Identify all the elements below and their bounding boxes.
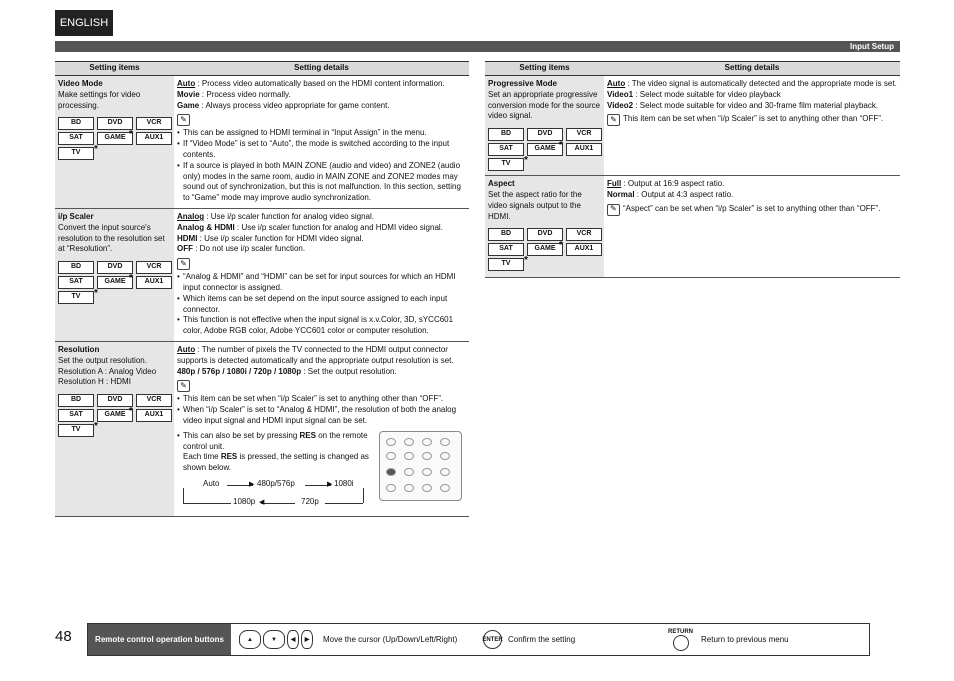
right-settings-table	[485, 61, 900, 278]
row-progressive-mode	[485, 76, 900, 176]
option-key: 480p / 576p / 1080i / 720p / 1080p	[177, 366, 302, 376]
resolution-flow-diagram: Auto ▶ 480p/576p ▶ 1080i 1080p ◀ 720p	[177, 478, 374, 512]
flow-step: 480p/576p	[257, 478, 295, 488]
note-item: • This can be assigned to HDMI terminal in “Input Assign” in the menu.	[177, 128, 466, 139]
col-header-items: Setting items	[55, 62, 174, 76]
source-sat: SAT	[58, 132, 94, 145]
remote-control-illustration	[379, 431, 462, 501]
asterisk-mark: *	[94, 421, 98, 433]
note-item: • This item can be set when “i/p Scaler” is set to anything other than “OFF”.	[177, 394, 466, 405]
flow-step: 1080p	[233, 496, 256, 506]
source-sat: SAT	[488, 243, 524, 256]
return-button	[668, 629, 693, 651]
source-tv: TV	[488, 158, 524, 171]
option-text: : Select mode suitable for video and 30-frame film material playback.	[633, 100, 879, 110]
source-vcr: VCR	[566, 228, 602, 241]
return-key-label: RETURN	[668, 628, 693, 635]
row-aspect	[485, 176, 900, 278]
source-tv: TV	[58, 424, 94, 437]
item-title: Video Mode	[58, 79, 103, 88]
flow-step: 720p	[301, 496, 319, 506]
option-text: : Use i/p scaler function for analog video signal.	[204, 211, 374, 221]
note-item: “Aspect” can be set when “i/p Scaler” is set to anything other than “OFF”.	[623, 203, 881, 213]
asterisk-mark: *	[129, 273, 133, 285]
note-item: • Which items can be set depend on the input source assigned to each input connector.	[177, 294, 466, 316]
asterisk-mark: *	[94, 288, 98, 300]
res-key: RES	[220, 452, 238, 462]
source-sat: SAT	[488, 143, 524, 156]
note-item: • If a source is played in both MAIN ZONE (audio and video) and ZONE2 (audio only) modes in the same room, audio in MAIN ZONE and ZONE2 modes may sound out of synchronization, but this is not malfunction. In this section, setting to “Game” mode may improve audio synchronization.	[177, 161, 466, 204]
confirm-text: Confirm the setting	[508, 635, 576, 644]
note-item: • This can also be set by pressing RES on the remote control unit. Each time RES is pressed, the setting is changed as shown below.	[177, 431, 374, 474]
return-text: Return to previous menu	[701, 635, 789, 644]
option-key: Normal	[607, 189, 635, 199]
source-game: GAME	[97, 409, 133, 422]
option-text: : Select mode suitable for video playback	[633, 89, 781, 99]
option-text: : Use i/p scaler function for analog and HDMI video signal.	[234, 222, 443, 232]
source-dvd: DVD	[527, 228, 563, 241]
item-title: Resolution	[58, 344, 100, 354]
option-key: Analog	[177, 211, 205, 221]
source-vcr: VCR	[136, 117, 172, 130]
right-arrow-icon: ▶	[301, 630, 313, 649]
item-desc: Resolution A : Analog Video	[58, 366, 157, 376]
option-text: : Output at 16:9 aspect ratio.	[621, 179, 725, 189]
source-grid	[488, 228, 603, 271]
option-key: Video1	[607, 89, 634, 99]
note-item: • If “Video Mode” is set to “Auto”, the mode is switched according to the input contents.	[177, 139, 466, 161]
legend-label: Remote control operation buttons	[88, 624, 231, 655]
language-tab: ENGLISH	[55, 10, 113, 36]
option-key: Auto	[607, 79, 626, 88]
asterisk-mark: *	[129, 129, 133, 141]
option-key: Game	[177, 100, 200, 110]
item-desc: Convert the input source's resolution to the resolution set at “Resolution”.	[58, 222, 165, 254]
note-pencil-icon: ✎	[177, 114, 190, 126]
source-tv: TV	[488, 258, 524, 271]
item-desc: Set an appropriate progressive conversion mode for the source video signal.	[488, 89, 601, 121]
section-header-bar	[55, 41, 900, 52]
note-item: • “Analog & HDMI” and “HDMI” can be set for input sources for which an HDMI input connector is assigned.	[177, 272, 466, 294]
source-bd: BD	[488, 228, 524, 241]
item-title: Progressive Mode	[488, 79, 557, 88]
source-bd: BD	[58, 117, 94, 130]
cursor-buttons	[239, 630, 313, 649]
source-grid	[58, 261, 173, 304]
res-key: RES	[299, 430, 316, 440]
source-aux1: AUX1	[566, 143, 602, 156]
flow-step: Auto	[203, 478, 220, 488]
source-vcr: VCR	[566, 128, 602, 141]
option-key: Video2	[607, 100, 634, 110]
left-arrow-icon: ◀	[287, 630, 299, 649]
asterisk-mark: *	[559, 140, 563, 152]
up-arrow-icon: ▲	[239, 630, 261, 649]
item-desc: Make settings for video processing.	[58, 89, 141, 110]
note-pencil-icon: ✎	[607, 114, 620, 126]
option-key: Movie	[177, 89, 200, 99]
option-text: : Use i/p scaler function for HDMI video signal.	[197, 233, 364, 243]
option-text: : The video signal is automatically detected and the appropriate mode is set.	[625, 79, 897, 88]
option-key: HDMI	[177, 233, 198, 243]
source-grid	[58, 117, 173, 160]
source-vcr: VCR	[136, 261, 172, 274]
source-aux1: AUX1	[136, 409, 172, 422]
source-vcr: VCR	[136, 394, 172, 407]
left-settings-table	[55, 61, 469, 517]
section-title: Input Setup	[850, 42, 894, 51]
item-desc: Set the output resolution.	[58, 355, 147, 365]
row-ip-scaler	[55, 208, 469, 341]
row-video-mode	[55, 76, 469, 209]
source-game: GAME	[97, 132, 133, 145]
note-pencil-icon: ✎	[177, 258, 190, 270]
source-aux1: AUX1	[136, 132, 172, 145]
down-arrow-icon: ▼	[263, 630, 285, 649]
source-sat: SAT	[58, 409, 94, 422]
asterisk-mark: *	[559, 240, 563, 252]
item-desc: Set the aspect ratio for the video signals output to the HDMI.	[488, 189, 582, 221]
col-header-items: Setting items	[485, 62, 604, 76]
note-pencil-icon: ✎	[177, 380, 190, 392]
source-dvd: DVD	[97, 394, 133, 407]
source-aux1: AUX1	[136, 276, 172, 289]
remote-buttons-legend	[87, 623, 870, 656]
option-key: Auto	[177, 344, 196, 354]
note-item: • This function is not effective when the input signal is x.v.Color, 3D, sYCC601 color, Adobe RGB color, Adobe YCC601 color or computer resolution.	[177, 315, 466, 337]
flow-step: 1080i	[334, 478, 354, 488]
note-item: • When “i/p Scaler” is set to “Analog & HDMI”, the resolution of both the analog video input signal and HDMI input signal can be set.	[177, 405, 466, 427]
move-cursor-text: Move the cursor (Up/Down/Left/Right)	[323, 635, 458, 644]
source-sat: SAT	[58, 276, 94, 289]
asterisk-mark: *	[94, 144, 98, 156]
source-aux1: AUX1	[566, 243, 602, 256]
asterisk-mark: *	[129, 406, 133, 418]
source-bd: BD	[58, 261, 94, 274]
option-key: Full	[607, 179, 622, 189]
source-dvd: DVD	[97, 117, 133, 130]
source-grid	[58, 394, 173, 437]
option-text: : Do not use i/p scaler function.	[193, 244, 306, 254]
item-title: Aspect	[488, 179, 515, 189]
source-tv: TV	[58, 291, 94, 304]
col-header-details: Setting details	[604, 62, 900, 76]
note-pencil-icon: ✎	[607, 204, 620, 216]
source-bd: BD	[488, 128, 524, 141]
source-tv: TV	[58, 147, 94, 160]
page-number: 48	[55, 628, 72, 645]
option-text: : The number of pixels the TV connected to the HDMI output connector supports is detected automatically and the appropriate output resolution is set.	[177, 344, 454, 365]
item-desc: Resolution H : HDMI	[58, 377, 131, 387]
option-text: : Process video automatically based on the HDMI content information.	[195, 79, 445, 88]
option-key: Analog & HDMI	[177, 222, 235, 232]
col-header-details: Setting details	[174, 62, 469, 76]
source-game: GAME	[97, 276, 133, 289]
note-item: This item can be set when “i/p Scaler” is set to anything other than “OFF”.	[623, 114, 884, 124]
source-bd: BD	[58, 394, 94, 407]
option-text: : Set the output resolution.	[301, 366, 397, 376]
option-text: : Process video normally.	[199, 89, 291, 99]
asterisk-mark: *	[524, 255, 528, 267]
option-text: : Output at 4:3 aspect ratio.	[634, 189, 734, 199]
return-button-icon	[673, 635, 689, 651]
enter-button-icon: ENTER	[483, 630, 502, 649]
source-dvd: DVD	[527, 128, 563, 141]
source-dvd: DVD	[97, 261, 133, 274]
source-game: GAME	[527, 243, 563, 256]
source-grid	[488, 128, 603, 171]
source-game: GAME	[527, 143, 563, 156]
option-key: OFF	[177, 244, 193, 254]
item-title: i/p Scaler	[58, 211, 94, 221]
option-key: Auto	[177, 79, 196, 88]
row-resolution	[55, 341, 469, 516]
option-text: : Always process video appropriate for game content.	[199, 100, 390, 110]
asterisk-mark: *	[524, 155, 528, 167]
